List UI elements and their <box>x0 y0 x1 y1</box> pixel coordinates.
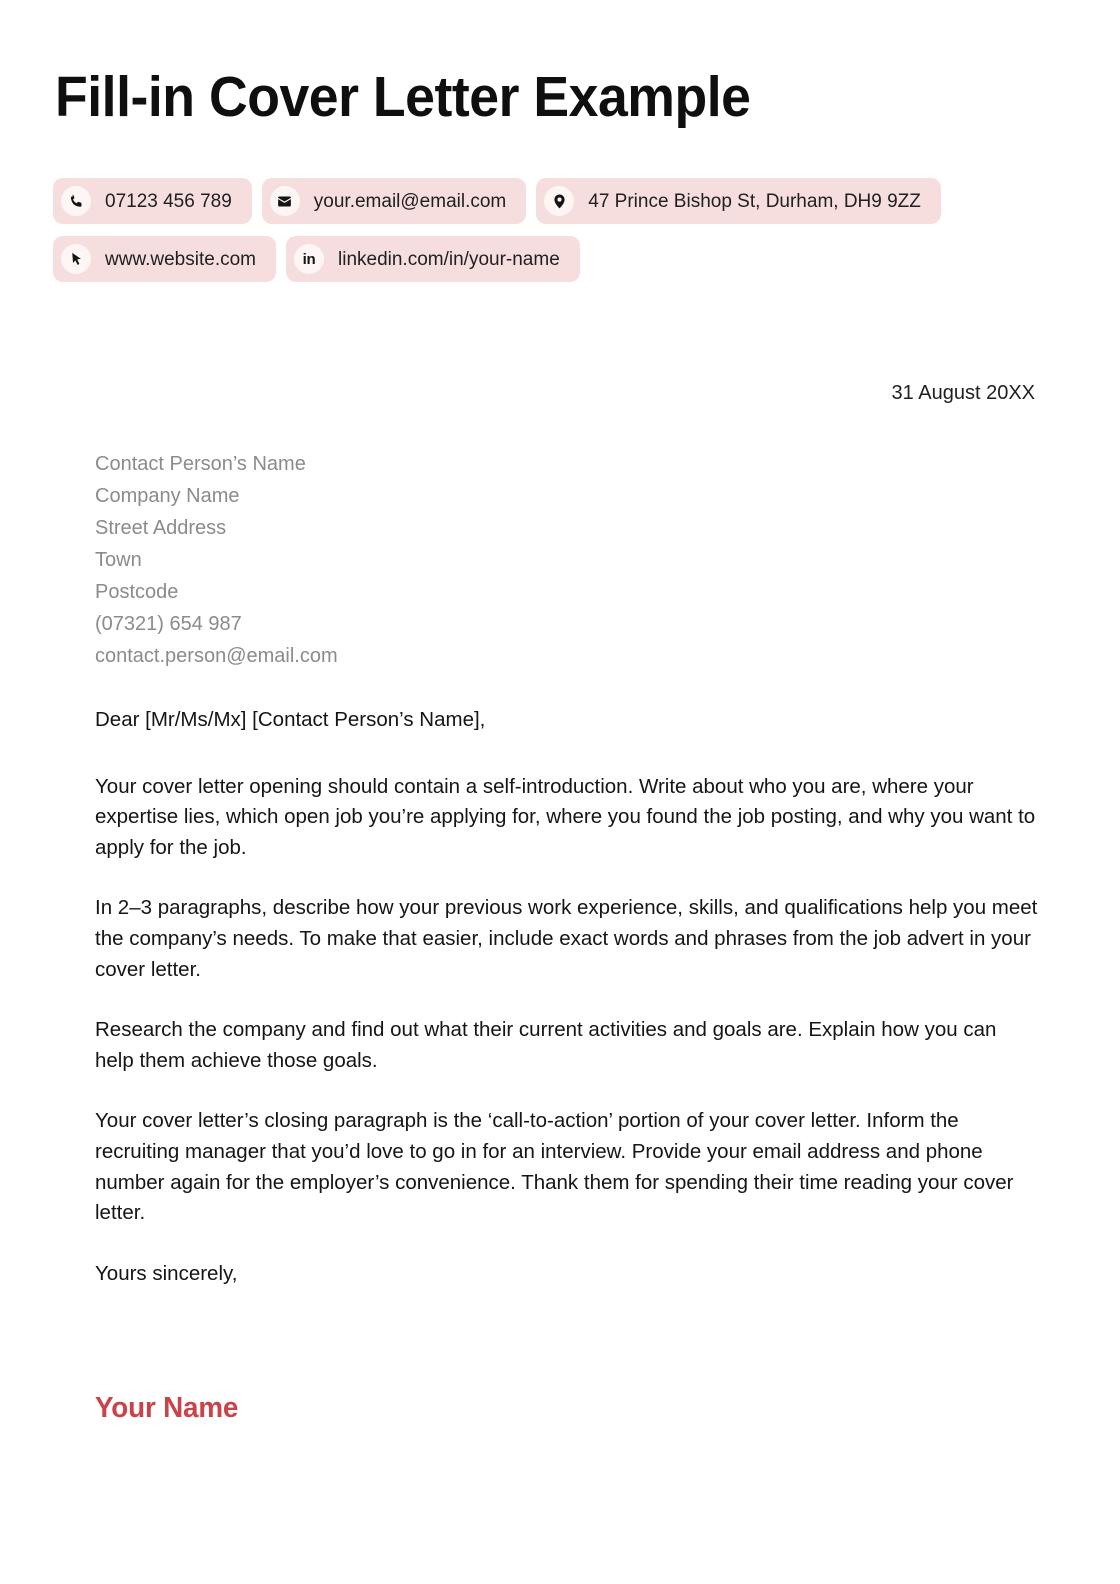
contact-chip-label: 47 Prince Bishop St, Durham, DH9 9ZZ <box>588 190 921 212</box>
letter-paragraph-2: In 2–3 paragraphs, describe how your previous work experience, skills, and qualifications help you meet the company’s needs. To make that easier, include exact words and phrases from the job advert in your cover letter. <box>95 896 1038 981</box>
recipient-line: Town <box>95 549 142 571</box>
contact-chip-label: www.website.com <box>105 248 256 270</box>
phone-icon <box>61 186 91 216</box>
contact-chip-phone[interactable] <box>53 178 252 224</box>
cursor-arrow-icon <box>61 244 91 274</box>
contact-chip-row-2 <box>53 236 1080 282</box>
letter-paragraph-4: Your cover letter’s closing paragraph is the ‘call-to-action’ portion of your cover letter. Inform the recruiting manager that you’d love to go in for an interview. Provide your email address and phone number again for the employer’s convenience. Thank them for spending their time reading your cover letter. <box>95 1109 1014 1225</box>
contact-chip-email[interactable] <box>262 178 526 224</box>
letter-paragraph-1: Your cover letter opening should contain a self-introduction. Write about who you are, where your expertise lies, which open job you’re applying for, where you found the job posting, and why you want to apply for the job. <box>95 774 1036 859</box>
contact-chip-linkedin[interactable] <box>286 236 580 282</box>
recipient-address-block <box>95 448 338 672</box>
recipient-line: Contact Person’s Name <box>95 453 306 475</box>
contact-chip-label: 07123 456 789 <box>105 190 232 212</box>
page-title: Fill-in Cover Letter Example <box>55 65 751 129</box>
contact-chip-label: your.email@email.com <box>313 190 507 212</box>
contact-chip-row-1 <box>53 178 1080 224</box>
letter-body <box>95 705 1040 1289</box>
contact-chip-website[interactable] <box>53 236 276 282</box>
signature-name: Your Name <box>95 1392 239 1424</box>
location-pin-icon <box>544 186 574 216</box>
recipient-line: (07321) 654 987 <box>95 613 242 635</box>
recipient-line: Street Address <box>95 517 227 539</box>
recipient-line: Postcode <box>95 581 179 603</box>
linkedin-icon: in <box>294 244 324 274</box>
recipient-line: contact.person@email.com <box>95 645 338 667</box>
contact-chip-label: linkedin.com/in/your-name <box>338 248 560 270</box>
letter-salutation: Dear [Mr/Ms/Mx] [Contact Person’s Name], <box>95 708 486 731</box>
letter-closing: Yours sincerely, <box>95 1261 238 1285</box>
document-header <box>55 65 1065 129</box>
recipient-line: Company Name <box>95 485 240 507</box>
email-icon <box>270 186 300 216</box>
letter-paragraph-3: Research the company and find out what their current activities and goals are. Explain how you can help them achieve those goals. <box>95 1018 997 1072</box>
contact-chip-group <box>53 178 1080 294</box>
contact-chip-address[interactable] <box>536 178 941 224</box>
letter-date: 31 August 20XX <box>891 382 1035 404</box>
